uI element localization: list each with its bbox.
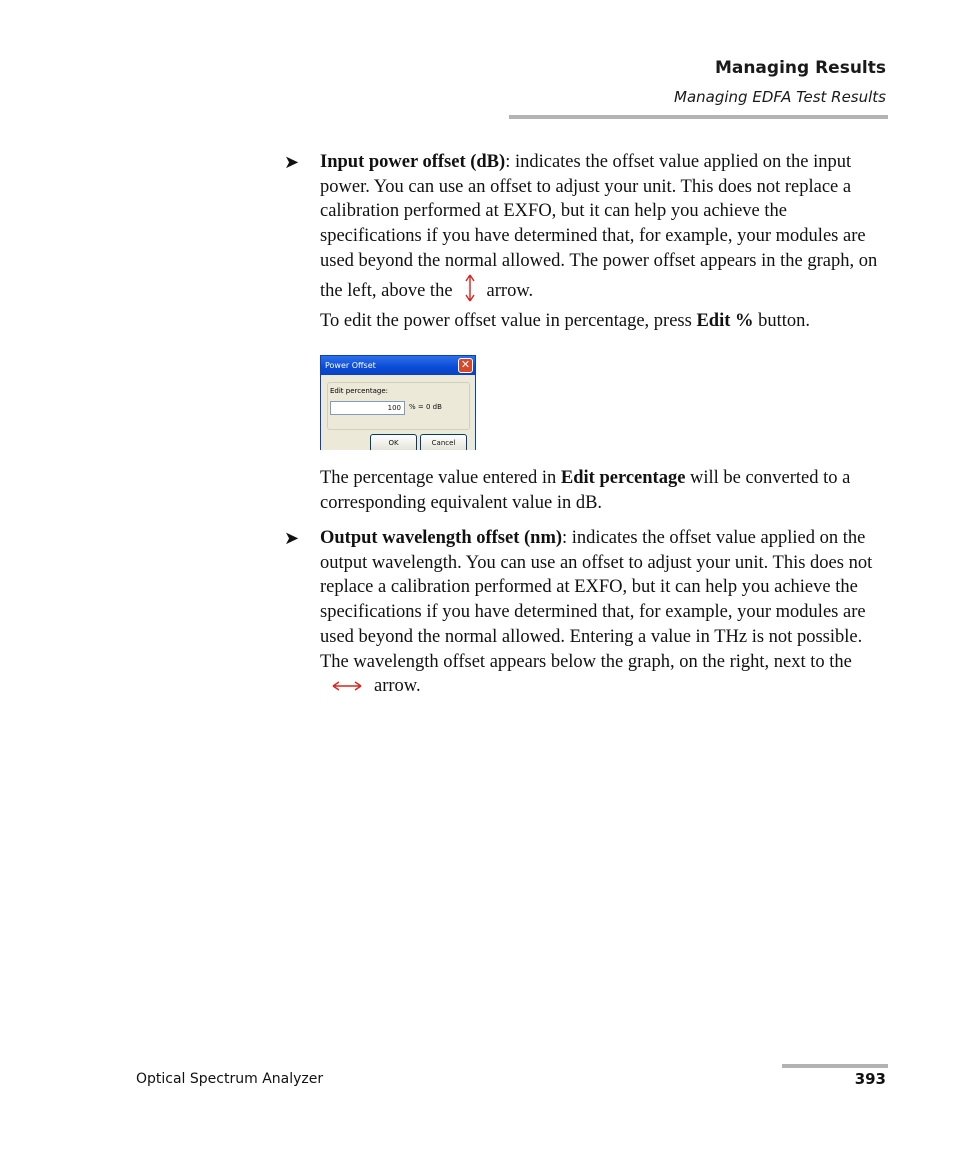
percentage-explanation <box>320 466 888 515</box>
ok-button[interactable]: OK <box>370 434 417 450</box>
bullet-output-wavelength-offset <box>320 526 888 699</box>
page-number: 393 <box>854 1070 886 1088</box>
bullet-input-power-offset <box>320 150 888 309</box>
bullet-text-end: arrow. <box>486 280 534 301</box>
percentage-bold: Edit percentage <box>560 468 686 488</box>
edit-instruction <box>320 309 888 334</box>
close-icon[interactable]: ✕ <box>458 358 473 373</box>
bullet-text: : indicates the offset value applied on the input power. You can use an offset to adjust your unit. This does not replace a calibration performed at EXFO, but it can help you achieve the specifications if you have determined that, for example, your modules are used beyond the normal allowed. The power offset appears in the graph, on the left, above the <box>320 152 878 301</box>
header-rule <box>509 115 888 119</box>
cancel-button[interactable]: Cancel <box>420 434 467 450</box>
footer-rule <box>782 1064 888 1068</box>
vertical-double-arrow-icon <box>465 274 475 310</box>
edit-percentage-input[interactable]: 100 <box>330 401 405 415</box>
header-title: Managing Results <box>714 58 886 78</box>
footer-document-title: Optical Spectrum Analyzer <box>136 1071 324 1087</box>
bullet-marker: ➤ <box>284 152 300 172</box>
edit-text-end: button. <box>753 311 811 331</box>
edit-percentage-label: Edit percentage: <box>330 387 388 395</box>
conversion-readout: % = 0 dB <box>409 403 442 411</box>
edit-bold: Edit % <box>696 311 754 331</box>
bullet-term: Output wavelength offset (nm) <box>320 528 563 548</box>
percentage-text: The percentage value entered in <box>320 468 561 488</box>
bullet-term: Input power offset (dB) <box>320 152 506 172</box>
dialog-title: Power Offset <box>325 361 376 370</box>
dialog-titlebar <box>321 356 475 375</box>
header-subtitle: Managing EDFA Test Results <box>674 88 886 106</box>
horizontal-double-arrow-icon <box>332 675 362 700</box>
edit-text: To edit the power offset value in percentage, press <box>320 311 697 331</box>
bullet-text-end: arrow. <box>374 676 421 697</box>
power-offset-dialog <box>320 355 476 450</box>
bullet-marker: ➤ <box>284 528 300 548</box>
bullet-text: : indicates the offset value applied on the output wavelength. You can use an offset to adjust your unit. This does not replace a calibration performed at EXFO, but it can help you achieve the specifications if you have determined that, for example, your modules are used beyond the normal allowed. Entering a value in THz is not possible. The wavelength offset appears below the graph, on the right, next to the <box>320 528 873 672</box>
percentage-text-end: will be converted to a corresponding equivalent value in dB. <box>320 468 851 513</box>
